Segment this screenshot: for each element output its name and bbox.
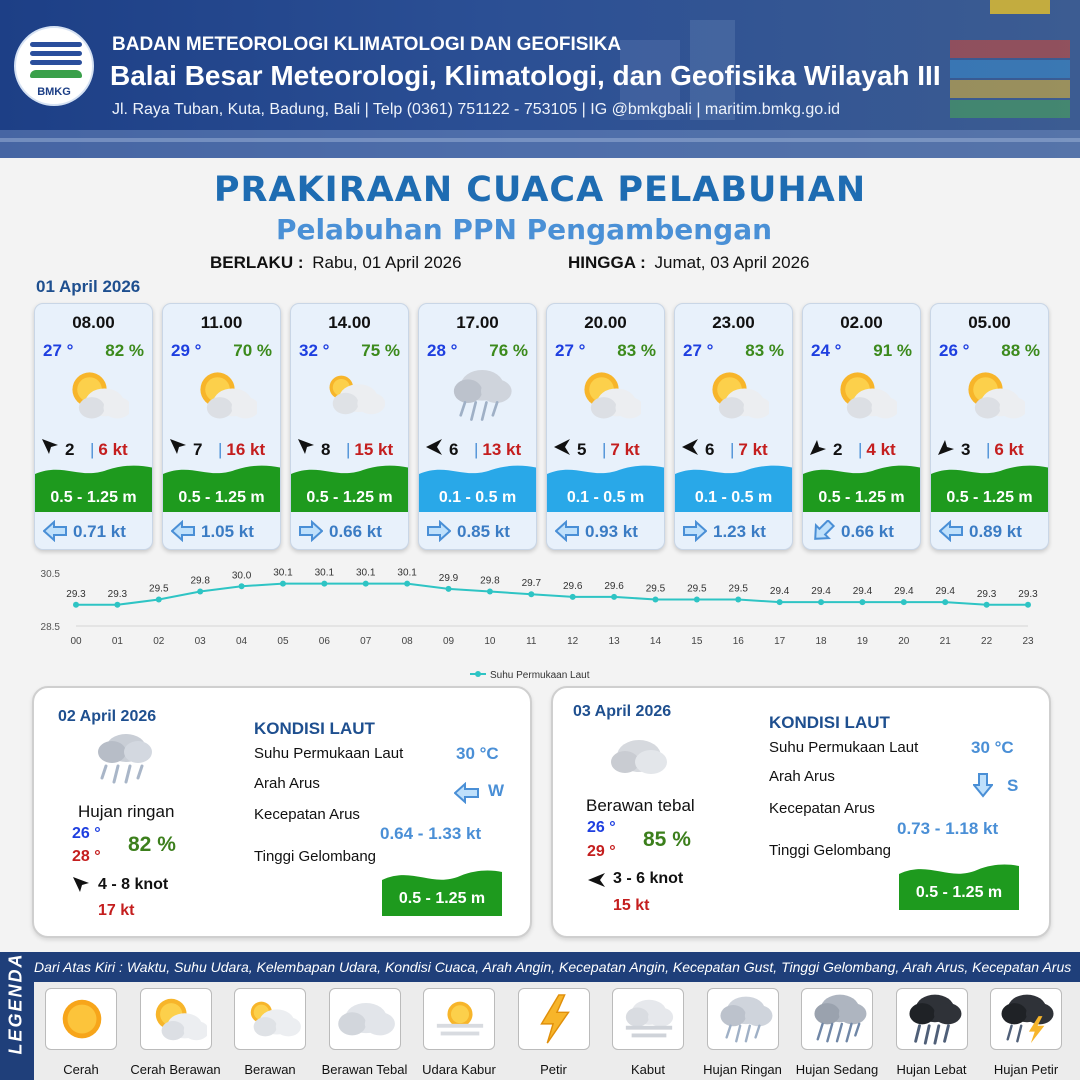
current-direction-icon bbox=[683, 520, 707, 542]
forecast-gust: | 4 kt bbox=[858, 440, 896, 459]
valid-to-label: HINGGA : bbox=[568, 253, 646, 272]
valid-to bbox=[568, 253, 809, 273]
sst-data-point bbox=[156, 597, 162, 603]
forecast-gust-value: 7 kt bbox=[610, 440, 640, 459]
current-direction-icon bbox=[299, 520, 323, 542]
legend-item-label: Cerah bbox=[63, 1062, 99, 1077]
legend-swatch-dot bbox=[475, 671, 481, 677]
day2-current-speed-label: Kecepatan Arus bbox=[254, 806, 360, 823]
wind-direction-icon bbox=[41, 438, 59, 456]
forecast-time: 08.00 bbox=[72, 313, 115, 332]
day3-summary-card bbox=[551, 686, 1051, 938]
x-tick-label: 22 bbox=[981, 636, 993, 647]
sst-data-point bbox=[114, 602, 120, 608]
bmkg-logo bbox=[14, 26, 94, 106]
sst-data-label: 29.8 bbox=[480, 575, 500, 587]
forecast-time: 14.00 bbox=[328, 313, 371, 332]
day2-wave-label: Tinggi Gelombang bbox=[254, 848, 377, 865]
sst-data-point bbox=[859, 599, 865, 605]
day3-current-dir-label: Arah Arus bbox=[769, 768, 835, 785]
cerah-berawan-icon bbox=[63, 366, 129, 426]
forecast-wave: 0.1 - 0.5 m bbox=[694, 489, 773, 506]
legend-item-label: Hujan Petir bbox=[993, 1062, 1059, 1077]
forecast-wave: 0.1 - 0.5 m bbox=[566, 489, 645, 506]
forecast-wind-speed: 3 bbox=[961, 440, 971, 459]
legend-title: LEGENDA bbox=[5, 952, 26, 1055]
forecast-wave: 0.5 - 1.25 m bbox=[306, 489, 393, 506]
sst-series-line bbox=[76, 584, 1028, 605]
hujan-sedang-icon bbox=[808, 993, 868, 1047]
day2-tmax: 28 ° bbox=[72, 848, 101, 865]
sst-data-point bbox=[901, 599, 907, 605]
day3-date: 03 April 2026 bbox=[573, 703, 672, 720]
day3-tmax: 29 ° bbox=[587, 843, 616, 860]
hujan-lebat-icon bbox=[903, 993, 963, 1047]
wind-direction-icon bbox=[72, 876, 90, 894]
forecast-current-speed: 1.05 kt bbox=[201, 522, 254, 541]
day2-sea-heading: KONDISI LAUT bbox=[254, 719, 375, 738]
cerah-icon bbox=[52, 993, 112, 1047]
sst-data-point bbox=[280, 581, 286, 587]
day2-gust: 17 kt bbox=[98, 902, 135, 919]
forecast-humidity: 91 % bbox=[873, 341, 912, 360]
forecast-gust-value: 16 kt bbox=[226, 440, 266, 459]
day3-wave: 0.5 - 1.25 m bbox=[915, 884, 1003, 901]
sst-data-label: 29.4 bbox=[935, 586, 955, 598]
x-tick-label: 03 bbox=[194, 636, 206, 647]
berawan-icon bbox=[241, 993, 301, 1047]
day3-current-dir: S bbox=[1007, 776, 1019, 795]
forecast-wave: 0.5 - 1.25 m bbox=[946, 489, 1033, 506]
sst-data-label: 30.0 bbox=[231, 570, 252, 582]
kabut-icon bbox=[619, 993, 679, 1047]
sst-data-label: 29.5 bbox=[687, 583, 707, 595]
day3-gust: 15 kt bbox=[613, 897, 650, 914]
cerah-berawan-icon bbox=[147, 993, 207, 1047]
legend-item-hujan-ringan bbox=[707, 988, 779, 1050]
arrow-left-icon bbox=[454, 782, 480, 804]
forecast-current-speed: 0.93 kt bbox=[585, 522, 638, 541]
sst-data-label: 30.1 bbox=[397, 567, 417, 579]
forecast-card bbox=[290, 303, 409, 550]
x-tick-label: 15 bbox=[691, 636, 703, 647]
legend-item-hujan-lebat bbox=[896, 988, 968, 1050]
forecast-temp: 24 ° bbox=[811, 341, 842, 360]
berawan-icon bbox=[319, 366, 385, 426]
sst-data-point bbox=[611, 594, 617, 600]
forecast-gust: | 16 kt bbox=[218, 440, 266, 459]
current-direction-icon bbox=[555, 520, 579, 542]
sst-data-label: 29.9 bbox=[438, 572, 459, 584]
hujan-petir-icon bbox=[997, 993, 1057, 1047]
forecast-card bbox=[546, 303, 665, 550]
legend-item-udara-kabur bbox=[423, 988, 495, 1050]
day3-current-speed: 0.73 - 1.18 kt bbox=[897, 819, 999, 838]
x-tick-label: 02 bbox=[153, 636, 165, 647]
legend-item-label: Hujan Ringan bbox=[703, 1062, 782, 1077]
wind-direction-icon bbox=[425, 438, 443, 456]
day3-condition: Berawan tebal bbox=[586, 796, 695, 815]
cerah-berawan-icon bbox=[959, 366, 1025, 426]
berawan-tebal-icon bbox=[336, 993, 396, 1047]
forecast-temp: 28 ° bbox=[427, 341, 458, 360]
day2-tmin: 26 ° bbox=[72, 825, 101, 842]
forecast-card bbox=[162, 303, 281, 550]
day3-current-speed-label: Kecepatan Arus bbox=[769, 800, 875, 817]
x-tick-label: 07 bbox=[360, 636, 372, 647]
legend-item-cerah bbox=[45, 988, 117, 1050]
sst-data-label: 29.4 bbox=[769, 586, 790, 598]
sst-data-label: 29.3 bbox=[1018, 588, 1038, 600]
sst-data-label: 29.5 bbox=[728, 583, 748, 595]
current-direction-icon bbox=[171, 520, 195, 542]
sst-data-point bbox=[777, 599, 783, 605]
legend-item-label: Udara Kabur bbox=[422, 1062, 496, 1077]
udara-kabur-icon bbox=[430, 993, 490, 1047]
forecast-gust-value: 13 kt bbox=[482, 440, 522, 459]
x-tick-label: 12 bbox=[567, 636, 579, 647]
sst-data-label: 29.4 bbox=[852, 586, 873, 598]
day3-sst-label: Suhu Permukaan Laut bbox=[769, 739, 919, 756]
sst-data-point bbox=[984, 602, 990, 608]
sst-data-label: 29.6 bbox=[604, 580, 624, 592]
x-tick-label: 21 bbox=[939, 636, 951, 647]
forecast-humidity: 70 % bbox=[233, 341, 272, 360]
forecast-temp: 27 ° bbox=[683, 341, 714, 360]
x-tick-label: 11 bbox=[526, 636, 537, 647]
forecast-temp: 29 ° bbox=[171, 341, 202, 360]
forecast-wind-speed: 2 bbox=[65, 440, 75, 459]
header-contact: Jl. Raya Tuban, Kuta, Badung, Bali | Telp (0361) 751122 - 753105 | IG @bmkgbali | maritim.bmkg.go.id bbox=[112, 101, 841, 118]
day3-tmin: 26 ° bbox=[587, 819, 616, 836]
sst-data-label: 29.3 bbox=[976, 588, 997, 600]
x-tick-label: 06 bbox=[318, 636, 330, 647]
chart-legend-label: Suhu Permukaan Laut bbox=[490, 670, 590, 681]
legend-item-label: Kabut bbox=[631, 1062, 665, 1077]
berawan-tebal-icon bbox=[605, 732, 671, 782]
x-tick-label: 10 bbox=[484, 636, 496, 647]
forecast-temp: 32 ° bbox=[299, 341, 330, 360]
sst-data-point bbox=[942, 599, 948, 605]
forecast-humidity: 75 % bbox=[361, 341, 400, 360]
sst-data-point bbox=[1025, 602, 1031, 608]
forecast-gust-value: 4 kt bbox=[866, 440, 896, 459]
sst-data-label: 29.5 bbox=[149, 583, 169, 595]
sst-data-label: 29.8 bbox=[190, 575, 210, 587]
x-tick-label: 04 bbox=[236, 636, 248, 647]
forecast-temp: 27 ° bbox=[555, 341, 586, 360]
sst-data-label: 29.4 bbox=[811, 586, 831, 598]
bmkg-logo-text: BMKG bbox=[37, 86, 71, 98]
sst-data-label: 29.3 bbox=[66, 588, 86, 600]
day2-wave: 0.5 - 1.25 m bbox=[398, 890, 486, 907]
day3-sst: 30 °C bbox=[971, 738, 1014, 757]
sst-data-point bbox=[446, 586, 452, 592]
x-tick-label: 13 bbox=[608, 636, 620, 647]
forecast-gust: | 15 kt bbox=[346, 440, 394, 459]
forecast-card bbox=[418, 303, 537, 550]
sst-data-point bbox=[694, 597, 700, 603]
wind-direction-icon bbox=[297, 438, 315, 456]
forecast-wind-speed: 6 bbox=[705, 440, 715, 459]
day3-wind: 3 - 6 knot bbox=[613, 870, 684, 887]
x-tick-label: 20 bbox=[898, 636, 910, 647]
forecast-gust: | 6 kt bbox=[986, 440, 1024, 459]
wind-direction-icon bbox=[169, 438, 187, 456]
sst-data-point bbox=[239, 583, 245, 589]
forecast-gust: | 7 kt bbox=[602, 440, 640, 459]
x-tick-label: 08 bbox=[401, 636, 413, 647]
forecast-time: 23.00 bbox=[712, 313, 755, 332]
forecast-humidity: 83 % bbox=[745, 341, 784, 360]
forecast-humidity: 83 % bbox=[617, 341, 656, 360]
forecast-time: 02.00 bbox=[840, 313, 883, 332]
current-direction-icon bbox=[811, 520, 835, 542]
page-title: PRAKIRAAN CUACA PELABUHAN bbox=[213, 170, 867, 210]
forecast-wave: 0.5 - 1.25 m bbox=[50, 489, 137, 506]
day2-date: 02 April 2026 bbox=[58, 708, 157, 725]
forecast-temp: 26 ° bbox=[939, 341, 970, 360]
forecast-wind-speed: 8 bbox=[321, 440, 331, 459]
legend-item-petir bbox=[518, 988, 590, 1050]
forecast-wave: 0.5 - 1.25 m bbox=[178, 489, 265, 506]
sst-data-point bbox=[73, 602, 79, 608]
sst-data-point bbox=[570, 594, 576, 600]
legend-item-label: Hujan Sedang bbox=[795, 1062, 879, 1077]
x-tick-label: 16 bbox=[732, 636, 744, 647]
sst-data-label: 30.1 bbox=[314, 567, 335, 579]
forecast-gust-value: 6 kt bbox=[98, 440, 128, 459]
forecast-gust-value: 7 kt bbox=[738, 440, 768, 459]
day3-wave-label: Tinggi Gelombang bbox=[769, 842, 892, 859]
forecast-current-speed: 0.66 kt bbox=[841, 522, 894, 541]
y-tick-label: 30.5 bbox=[40, 569, 60, 580]
current-direction-icon bbox=[43, 520, 67, 542]
legend-item-label: Berawan bbox=[244, 1062, 296, 1077]
hujan-ringan-icon bbox=[447, 366, 513, 426]
day2-summary-card bbox=[32, 686, 532, 938]
forecast-time: 11.00 bbox=[200, 313, 243, 332]
forecast-time: 20.00 bbox=[584, 313, 627, 332]
wind-direction-icon bbox=[553, 438, 571, 456]
x-tick-label: 23 bbox=[1022, 636, 1034, 647]
valid-to-value: Jumat, 03 April 2026 bbox=[654, 253, 810, 272]
sst-line-chart bbox=[30, 563, 1050, 683]
legend-item-label: Berawan Tebal bbox=[321, 1062, 408, 1077]
x-tick-label: 05 bbox=[277, 636, 289, 647]
sst-data-point bbox=[818, 599, 824, 605]
sst-data-point bbox=[197, 589, 203, 595]
cerah-berawan-icon bbox=[575, 366, 641, 426]
forecast-wind-speed: 7 bbox=[193, 440, 203, 459]
forecast-gust: | 7 kt bbox=[730, 440, 768, 459]
cerah-berawan-icon bbox=[831, 366, 897, 426]
day2-sst-label: Suhu Permukaan Laut bbox=[254, 745, 404, 762]
legend-item-label: Petir bbox=[540, 1062, 567, 1077]
day1-date: 01 April 2026 bbox=[36, 277, 141, 296]
current-direction-icon bbox=[939, 520, 963, 542]
legend-item-hujan-petir bbox=[990, 988, 1062, 1050]
header-banner bbox=[0, 0, 1080, 158]
day2-current-speed: 0.64 - 1.33 kt bbox=[380, 824, 482, 843]
hujan-ringan-icon bbox=[714, 993, 774, 1047]
forecast-gust: | 6 kt bbox=[90, 440, 128, 459]
day2-sst: 30 °C bbox=[456, 744, 499, 763]
legend-item-berawan bbox=[234, 988, 306, 1050]
forecast-card bbox=[674, 303, 793, 550]
header-org: BADAN METEOROLOGI KLIMATOLOGI DAN GEOFISIKA bbox=[112, 34, 622, 55]
legend-item-label: Hujan Lebat bbox=[896, 1062, 967, 1077]
x-tick-label: 19 bbox=[856, 636, 868, 647]
hujan-ringan-icon bbox=[92, 728, 158, 790]
valid-from bbox=[210, 253, 462, 273]
forecast-current-speed: 0.85 kt bbox=[457, 522, 510, 541]
day2-current-dir: W bbox=[488, 781, 505, 800]
forecast-current-speed: 0.66 kt bbox=[329, 522, 382, 541]
y-tick-label: 28.5 bbox=[40, 622, 60, 633]
petir-icon bbox=[525, 993, 585, 1047]
x-tick-label: 09 bbox=[442, 636, 455, 647]
sst-data-label: 29.5 bbox=[645, 583, 666, 595]
sst-data-point bbox=[363, 581, 369, 587]
legend-description: Dari Atas Kiri : Waktu, Suhu Udara, Kelembapan Udara, Kondisi Cuaca, Arah Angin, Kecepatan Angin, Kecepatan Gust, Tinggi Gelombang, Arah Arus, Kecepatan Arus bbox=[34, 959, 1072, 975]
forecast-current-speed: 0.89 kt bbox=[969, 522, 1022, 541]
forecast-gust-value: 15 kt bbox=[354, 440, 394, 459]
sst-data-label: 30.1 bbox=[273, 567, 293, 579]
x-tick-label: 17 bbox=[774, 636, 786, 647]
legend-item-kabut bbox=[612, 988, 684, 1050]
forecast-card bbox=[930, 303, 1049, 550]
legend-item-cerah-berawan bbox=[140, 988, 212, 1050]
day2-current-dir-label: Arah Arus bbox=[254, 775, 320, 792]
sst-data-point bbox=[528, 591, 534, 597]
day3-sea-heading: KONDISI LAUT bbox=[769, 713, 890, 732]
sst-data-point bbox=[735, 597, 741, 603]
sst-data-point bbox=[321, 581, 327, 587]
forecast-wind-speed: 5 bbox=[577, 440, 587, 459]
forecast-gust-value: 6 kt bbox=[994, 440, 1024, 459]
x-tick-label: 00 bbox=[70, 636, 82, 647]
day2-humidity: 82 % bbox=[128, 833, 176, 856]
sst-data-point bbox=[652, 597, 658, 603]
wind-direction-icon bbox=[681, 438, 699, 456]
forecast-current-speed: 0.71 kt bbox=[73, 522, 126, 541]
cerah-berawan-icon bbox=[703, 366, 769, 426]
forecast-wave: 0.1 - 0.5 m bbox=[438, 489, 517, 506]
sst-data-label: 29.6 bbox=[562, 580, 583, 592]
forecast-humidity: 82 % bbox=[105, 341, 144, 360]
sst-data-label: 30.1 bbox=[356, 567, 376, 579]
forecast-time: 05.00 bbox=[968, 313, 1011, 332]
wind-direction-icon bbox=[587, 872, 607, 888]
forecast-humidity: 88 % bbox=[1001, 341, 1040, 360]
wind-direction-icon bbox=[937, 438, 955, 456]
header-office: Balai Besar Meteorologi, Klimatologi, dan Geofisika Wilayah III bbox=[110, 60, 941, 91]
forecast-temp: 27 ° bbox=[43, 341, 74, 360]
sst-data-label: 29.3 bbox=[107, 588, 128, 600]
valid-from-value: Rabu, 01 April 2026 bbox=[312, 253, 462, 272]
sst-data-label: 29.7 bbox=[521, 578, 542, 590]
forecast-card bbox=[802, 303, 921, 550]
wind-direction-icon bbox=[809, 438, 827, 456]
legend-item-label: Cerah Berawan bbox=[130, 1062, 221, 1077]
day3-humidity: 85 % bbox=[643, 828, 691, 851]
sst-data-point bbox=[487, 589, 493, 595]
forecast-gust: | 13 kt bbox=[474, 440, 522, 459]
arrow-down-icon bbox=[973, 772, 993, 798]
x-tick-label: 18 bbox=[815, 636, 827, 647]
day2-condition: Hujan ringan bbox=[78, 802, 175, 821]
forecast-wave: 0.5 - 1.25 m bbox=[818, 489, 905, 506]
sst-data-label: 29.4 bbox=[894, 586, 914, 598]
current-direction-icon bbox=[427, 520, 451, 542]
page-subtitle: Pelabuhan PPN Pengambengan bbox=[275, 213, 773, 246]
forecast-card bbox=[34, 303, 153, 550]
forecast-time: 17.00 bbox=[456, 313, 499, 332]
forecast-wind-speed: 6 bbox=[449, 440, 459, 459]
x-tick-label: 14 bbox=[649, 636, 662, 647]
forecast-humidity: 76 % bbox=[489, 341, 528, 360]
day2-wind: 4 - 8 knot bbox=[98, 876, 169, 893]
legend-item-hujan-sedang bbox=[801, 988, 873, 1050]
forecast-current-speed: 1.23 kt bbox=[713, 522, 766, 541]
cerah-berawan-icon bbox=[191, 366, 257, 426]
legend-item-berawan-tebal bbox=[329, 988, 401, 1050]
forecast-wind-speed: 2 bbox=[833, 440, 843, 459]
valid-from-label: BERLAKU : bbox=[210, 253, 304, 272]
sst-data-point bbox=[404, 581, 410, 587]
x-tick-label: 01 bbox=[111, 636, 123, 647]
